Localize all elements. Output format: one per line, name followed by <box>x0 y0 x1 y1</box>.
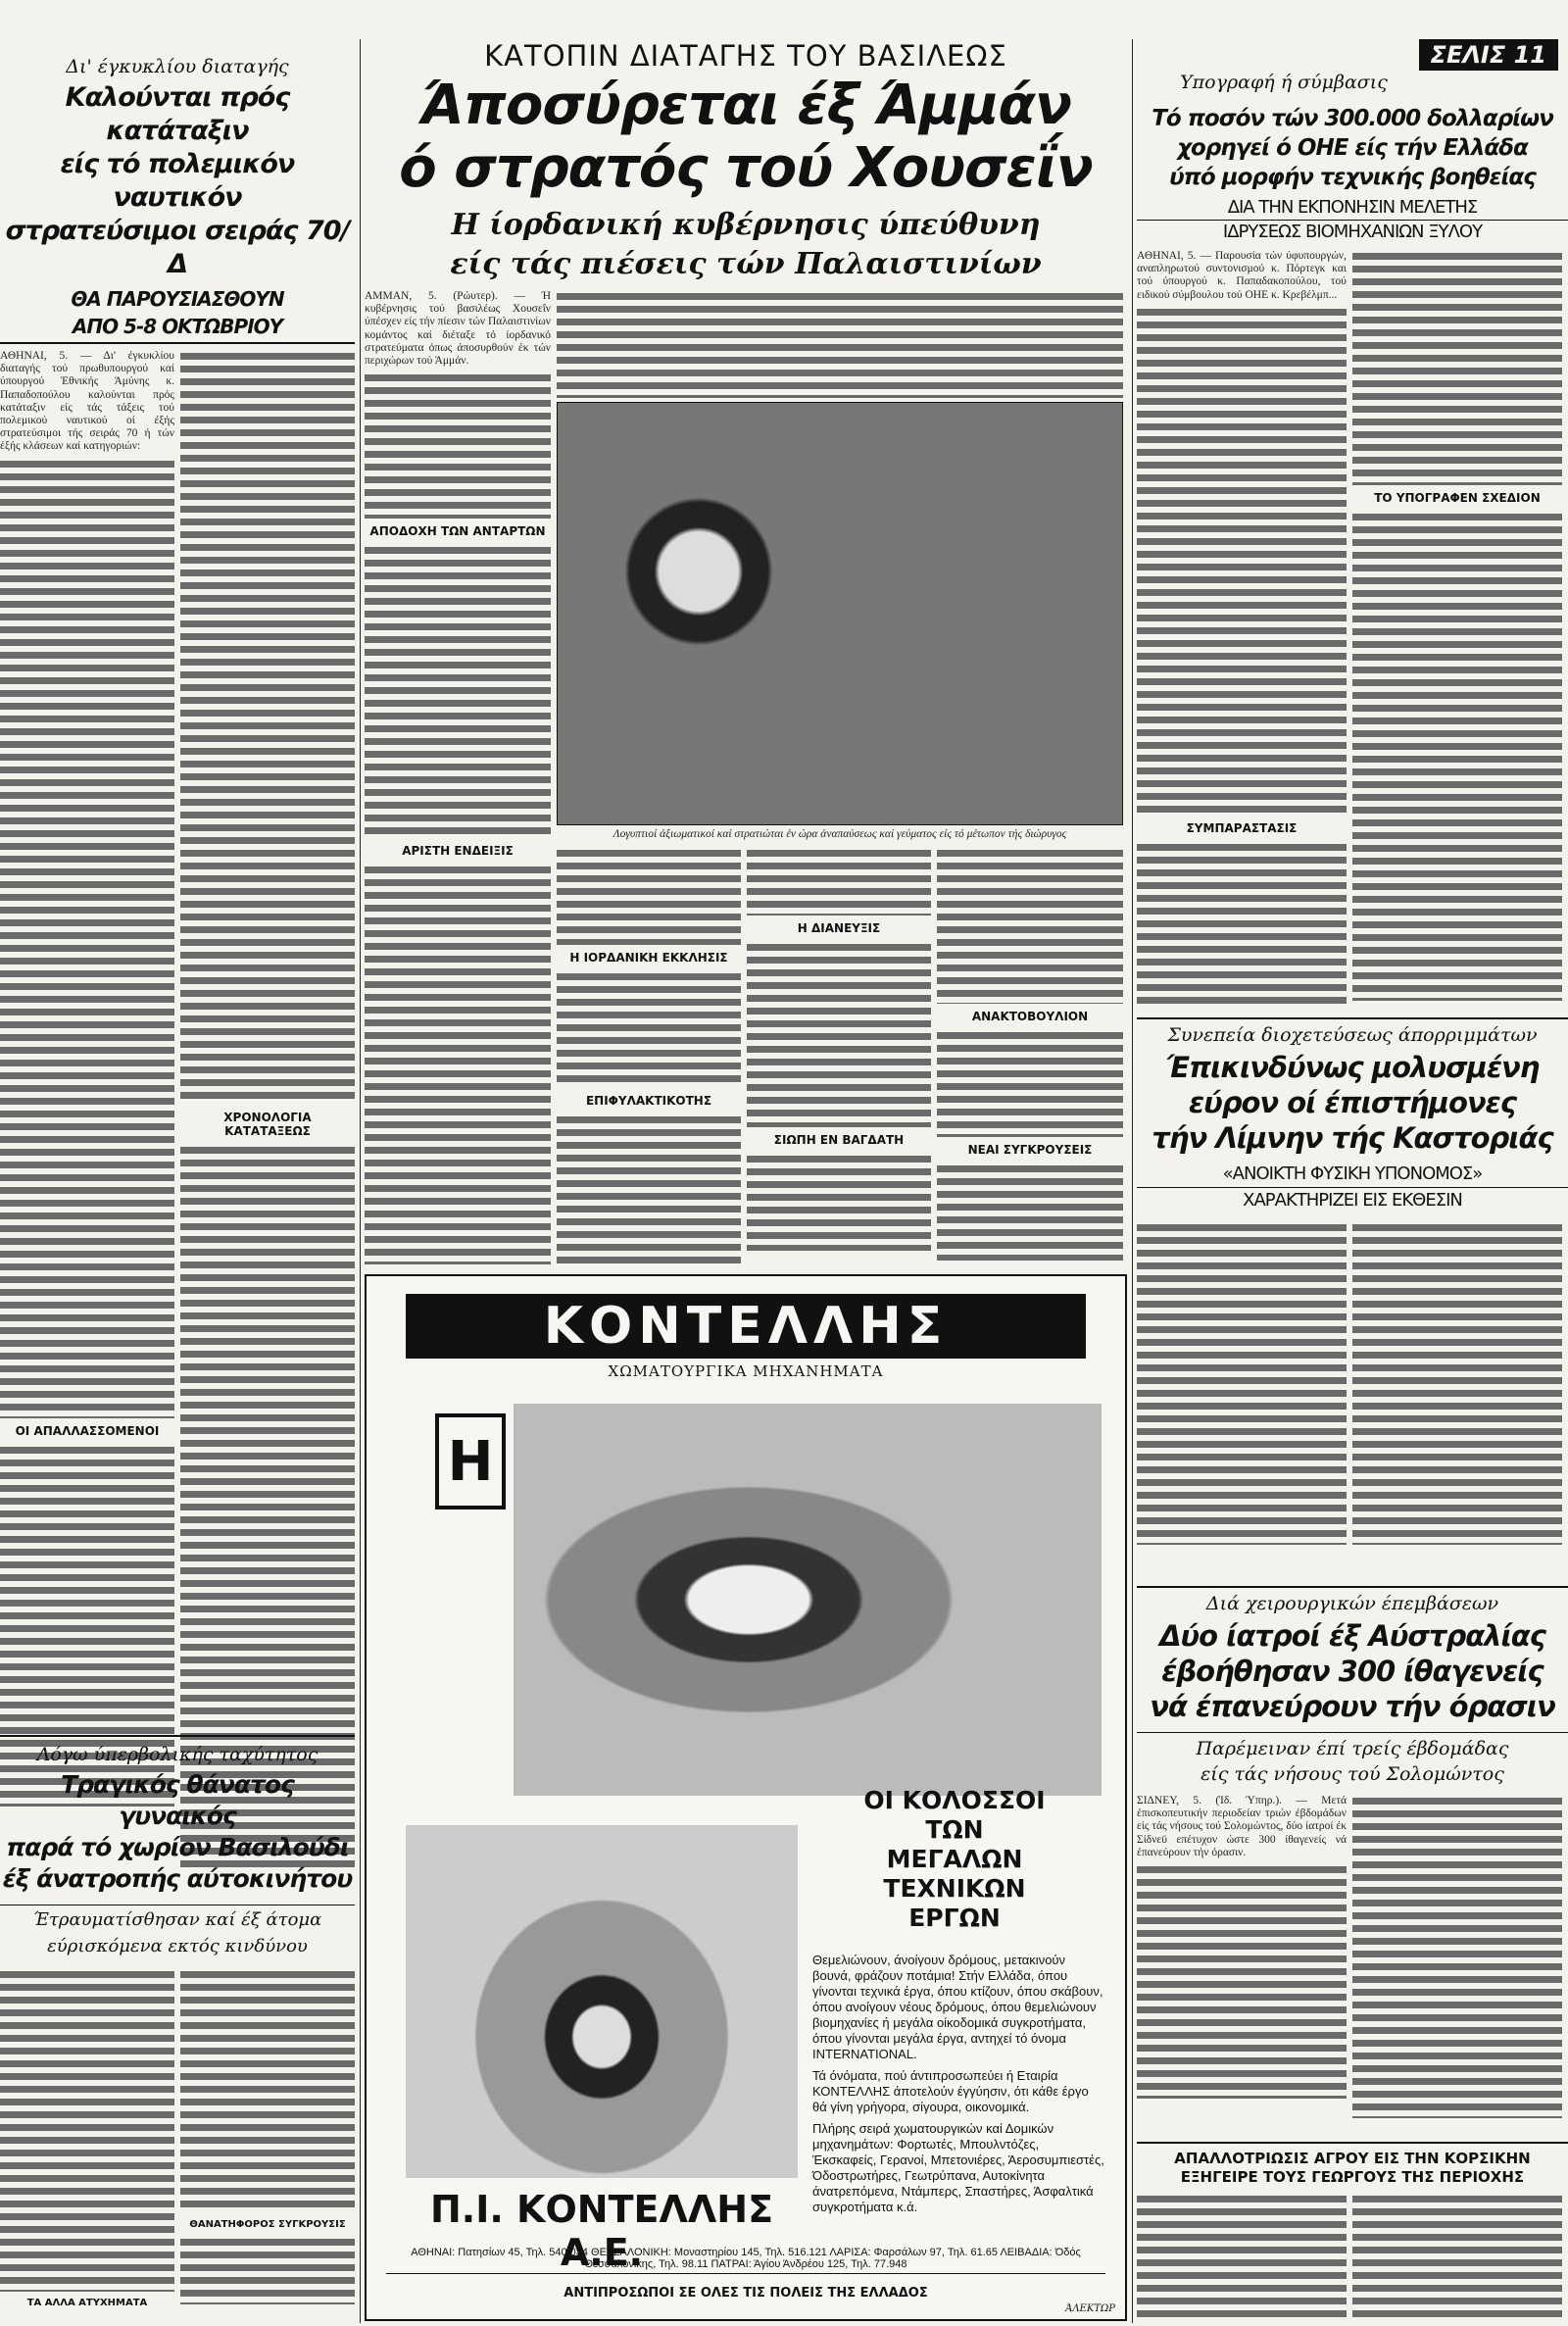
kastoria-headline-line-2: εύρον οί έπιστήμονες <box>1188 1085 1517 1119</box>
advert-footer: ΑΝΤΙΠΡΟΣΩΠΟΙ ΣΕ ΟΛΕΣ ΤΙΣ ΠΟΛΕΙΣ ΤΗΣ ΕΛΛΑΔΟΣ <box>564 2286 928 2301</box>
advert-tagline: ΧΩΜΑΤΟΥΡΓΙΚΑ ΜΗΧΑΝΗΜΑΤΑ <box>608 1362 884 1380</box>
main-photo-caption: Λογυπτιοί άξιωματικοί καί στρατιώται έν ώρα άναπαύσεως καί γεύματος είς τό μέτωπον τής διώρυγος <box>612 828 1067 840</box>
un-sub-line-1: ΔΙΑ ΤΗΝ ΕΚΠΟΝΗΣΙΝ ΜΕΛΕΤΗΣ <box>1137 196 1568 221</box>
advert-slogan-line-5: ΕΡΓΩΝ <box>908 1904 1001 1932</box>
main-body-text-1 <box>365 371 551 519</box>
main-top-text <box>557 290 1123 398</box>
left-lead: ΑΘΗΝΑΙ, 5. — Δι' έγκυκλίου διαταγής τού πρωθυπουργού καί ύπουργού Έθνικής Άμύνης κ. Παπαδοπούλου καλούνται πρός κατάταξιν είς τάς τάξεις τού πολεμικού ναυτικού οί έξής στρατεύσιμοι τής σειράς 70 ή τών έξής κλάσεων καί κατηγοριών: <box>0 349 174 453</box>
advert-machinery-photo <box>514 1404 1102 1796</box>
main-body-text-11 <box>937 1029 1123 1137</box>
australia-headline-line-3: νά έπανεύρουν τήν όρασιν <box>1150 1689 1555 1723</box>
advert-slogan-line-4: ΤΕΧΝΙΚΩΝ <box>883 1874 1026 1903</box>
left-body-text-3 <box>180 350 355 1105</box>
crash-bottom-label: ΤΑ ΑΛΛΑ ΑΤΥΧΗΜΑΤΑ <box>26 2297 148 2308</box>
crash-story <box>0 1735 355 2326</box>
australia-lead: ΣΙΔΝΕΥ, 5. (Ίδ. Ύπηρ.). — Μετά έπισκοπευτικήν περιοδείαν τριών έβδομάδων είς τάς νήσους τού Σολομώντος, δύο ίατροί έκ Σίδνεϋ επέτυχον ώστε 300 ίθαγενείς νά έπανεύρουν τήν όρασιν. <box>1137 1794 1347 1858</box>
advert-brand: ΚΟΝΤΕΛΛΗΣ <box>543 1297 949 1356</box>
advert-logo-h: Η <box>435 1413 506 1509</box>
australia-headline-line-2: έβοήθησαν 300 ίθαγενείς <box>1161 1654 1544 1688</box>
main-photo <box>557 402 1123 825</box>
main-label-7: ΝΕΑΙ ΣΥΓΚΡΟΥΣΕΙΣ <box>967 1143 1093 1158</box>
left-mid-label: ΧΡΟΝΟΛΟΓΙΑ ΚΑΤΑΤΑΞΕΩΣ <box>223 1110 312 1138</box>
main-deck <box>365 206 1127 284</box>
left-headline-line-2: είς τό πολεμικόν ναυτικόν <box>60 148 295 213</box>
corsica-body-text-2 <box>1352 2193 1562 2320</box>
un-label-1: ΤΟ ΥΠΟΓΡΑΦΕΝ ΣΧΕΔΙΟΝ <box>1374 491 1541 505</box>
un-headline-line-1: Τό ποσόν τών 300.000 δολλαρίων <box>1152 106 1553 131</box>
main-headline-line-2: ό στρατός τού Χουσεΐν <box>399 136 1093 200</box>
un-headline <box>1137 104 1568 192</box>
main-body-text-2 <box>365 544 551 838</box>
crash-body-text-3 <box>180 2236 355 2304</box>
un-body-text-4 <box>1352 511 1562 1001</box>
column-divider-1 <box>360 39 361 2323</box>
advert-body: Θεμελιώνουν, άνοίγουν δρόμους, μετακινούν βουνά, φράζουν ποτάμια! Στήν Ελλάδα, όπου γίνονται τεχνικά έργα, όπου κτίζουν, όπου σκάβουν, όπου ανοίγουν νέους δρόμους, όπου θεμελιώνουν βιομηχανίες ή μεγάλα οίκοδομικά συγκροτήματα, όπου γίνονται μεγάλα έργα, αντηχεί τό όνομα INTERNATIONAL. <box>812 1953 1103 2061</box>
crash-headline-line-2: παρά τό χωρίον Βασιλούδι <box>6 1832 349 1861</box>
advert-slogan <box>808 1786 1102 1933</box>
crash-deck-2: εύρισκόμενα εκτός κινδύνου <box>47 1935 308 1956</box>
main-kicker: ΚΑΤΟΠΙΝ ΔΙΑΤΑΓΗΣ ΤΟΥ ΒΑΣΙΛΕΩΣ <box>484 39 1007 73</box>
kastoria-body-text-2 <box>1352 1221 1562 1545</box>
main-headline <box>365 74 1127 200</box>
un-sub-line-2: ΙΔΡΥΣΕΩΣ ΒΙΟΜΗΧΑΝΙΩΝ ΞΥΛΟΥ <box>1222 222 1483 242</box>
left-sub-2: ΑΠΟ 5-8 ΟΚΤΩΒΡΙΟΥ <box>0 315 355 344</box>
left-headline-line-1: Καλούνται πρός κατάταξιν <box>65 81 290 146</box>
advert-slogan-line-3: ΜΕΓΑΛΩΝ <box>886 1845 1023 1873</box>
advert-body-block <box>812 1953 1106 2215</box>
un-kicker: Υπογραφή ή σύμβασις <box>1180 72 1388 93</box>
main-label-8: ΣΙΩΠΗ ΕΝ ΒΑΓΔΑΤΗ <box>773 1133 905 1148</box>
kastoria-headline <box>1137 1050 1568 1156</box>
australia-story <box>1137 1586 1568 2135</box>
main-label-4: ΕΠΙΦΥΛΑΚΤΙΚΟΤΗΣ <box>585 1094 712 1109</box>
kastoria-body-text-1 <box>1137 1221 1347 1545</box>
kastoria-headline-line-3: τήν Λίμνην τής Καστοριάς <box>1152 1120 1553 1155</box>
un-story <box>1137 104 1568 1074</box>
left-section-label: ΟΙ ΑΠΑΛΛΑΣΣΟΜΕΝΟΙ <box>15 1423 160 1438</box>
main-deck-line-2: είς τάς πιέσεις τών Παλαιστινίων <box>450 247 1042 281</box>
left-kicker: Δι' έγκυκλίου διαταγής <box>66 56 289 77</box>
main-label-2: ΑΡΙΣΤΗ ΕΝΔΕΙΞΙΣ <box>402 844 514 859</box>
main-lead: ΑΜΜΑΝ, 5. (Ρώυτερ). — Ή κυβέρνησις τού βασιλέως Χουσεΐν ύπέσχεν είς τήν πίεσιν τών Παλαιστινίων κομάντος καί διέταξε τό ίορδανικό στρατεύματα όπως άποσυρθούν έκ τών περιχώρων τού Άμμάν. <box>365 290 551 368</box>
main-story <box>365 39 1127 1264</box>
kastoria-headline-line-1: Έπικινδύνως μολυσμένη <box>1165 1050 1540 1084</box>
australia-headline <box>1137 1618 1568 1724</box>
australia-body-text-2 <box>1352 1795 1562 2118</box>
un-lead: ΑΘΗΝΑΙ, 5. — Παρουσία τών ύφυπουργών, αναπληρωτού συντονισμού κ. Πόρτεγκ και τού ύπουργού κ. Παπαδακοπούλου, τού ειδικού σύμβουλου τού ΟΗΕ κ. Κρεβέλμπ... <box>1137 250 1347 301</box>
main-label-1: ΑΠΟΔΟΧΗ ΤΩΝ ΑΝΤΑΡΤΩΝ <box>369 524 546 539</box>
main-body-text-6 <box>557 1114 741 1264</box>
australia-kicker: Διά χειρουργικών έπεμβάσεων <box>1205 1593 1499 1614</box>
main-label-6: ΑΝΑΚΤΟΒΟΥΛΙΟΝ <box>971 1010 1089 1024</box>
left-sub-1: ΘΑ ΠΑΡΟΥΣΙΑΣΘΟΥΝ <box>71 286 284 311</box>
advert-company: Π.Ι. ΚΟΝΤΕΛΛΗΣ Α.Ε. <box>429 2188 774 2274</box>
un-sub <box>1137 196 1568 244</box>
left-body-text-1 <box>0 458 174 1418</box>
kastoria-sub <box>1137 1162 1568 1213</box>
kastoria-story <box>1137 1017 1568 1576</box>
main-body-text-10 <box>937 847 1123 1004</box>
left-headline <box>0 81 355 281</box>
crash-body-text-2 <box>180 1968 355 2213</box>
kontellis-advert <box>365 1274 1127 2321</box>
page-number-logo: ΣΕΛΙΣ 11 <box>1419 39 1558 71</box>
australia-deck-line-1: Παρέμειναν έπί τρείς έβδομάδας <box>1137 1732 1568 1761</box>
advert-products: Πλήρης σειρά χωματουργικών καί Δομικών μηχανημάτων: Φορτωτές, Μπουλντόζες, Έκσκαφείς, Γερανοί, Μπετονιέρες, Άεροσυμπιεστές, Όδοστρωτήρες, Γεωτρύπανα, Αυτοκίνητα άνατρεπόμενα, Ντάμπερς, Σπαστήρες, Άσφαλτικά συγκροτήματα κ.ά. <box>812 2121 1104 2214</box>
un-headline-line-3: ύπό μορφήν τεχνικής βοηθείας <box>1169 165 1536 190</box>
un-body-text-1 <box>1137 306 1347 816</box>
kastoria-sub-line-1: «ΑΝΟΙΚΤΗ ΦΥΣΙΚΗ ΥΠΟΝΟΜΟΣ» <box>1137 1162 1568 1188</box>
main-body-text-5 <box>557 970 741 1088</box>
kastoria-kicker: Συνεπεία διοχετεύσεως άπορριμμάτων <box>1167 1024 1538 1046</box>
advert-agency: ΆΛΕΚΤΩΡ <box>1065 2303 1115 2314</box>
un-body-text-3 <box>1352 250 1562 485</box>
crash-deck: Έτραυματίσθησαν καί έξ άτομα <box>0 1905 355 1930</box>
crash-headline-line-3: έξ άνατροπής αύτοκινήτου <box>2 1863 353 1893</box>
corsica-headline-line-1: ΑΠΑΛΛΟΤΡΙΩΣΙΣ ΑΓΡΟΥ ΕΙΣ ΤΗΝ ΚΟΡΣΙΚΗΝ <box>1174 2150 1531 2167</box>
crash-section-label: ΘΑΝΑΤΗΦΟΡΟΣ ΣΥΓΚΡΟΥΣΙΣ <box>189 2218 346 2230</box>
main-body-text-9 <box>747 1153 931 1251</box>
column-divider-2 <box>1132 39 1133 2323</box>
main-body-text-3 <box>365 864 551 1264</box>
left-headline-line-3: στρατεύσιμοι σειράς 70/Δ <box>5 215 350 279</box>
australia-deck-line-2: είς τάς νήσους τού Σολομώντος <box>1200 1762 1504 1785</box>
kastoria-sub-line-2: ΧΑΡΑΚΤΗΡΙΖΕΙ ΕΙΣ ΕΚΘΕΣΙΝ <box>1243 1189 1462 1211</box>
advert-slogan-line-1: ΟΙ ΚΟΛΟΣΣΟΙ <box>863 1786 1046 1814</box>
corsica-story <box>1137 2142 1568 2326</box>
main-label-5: Η ΔΙΑΝΕΥΞΙΣ <box>797 921 881 936</box>
un-body-text-2 <box>1137 841 1347 1008</box>
corsica-headline-line-2: ΕΞΗΓΕΙΡΕ ΤΟΥΣ ΓΕΩΡΓΟΥΣ ΤΗΣ ΠΕΡΙΟΧΗΣ <box>1180 2168 1525 2186</box>
crash-headline <box>0 1769 355 1895</box>
advert-bulldozer-photo <box>406 1825 798 2178</box>
corsica-body-text-1 <box>1137 2193 1347 2320</box>
main-body-text-12 <box>937 1163 1123 1261</box>
australia-body-text-1 <box>1137 1863 1347 2099</box>
main-body-text-8 <box>747 941 931 1127</box>
advert-slogan-line-2: ΤΩΝ <box>925 1815 984 1844</box>
crash-kicker: Λόγω ύπερβολικής ταχύτητος <box>36 1744 318 1765</box>
advert-body-2: Τά όνόματα, πού άντιπροσωπεύει ή Εταιρία ΚΟΝΤΕΛΛΗΣ άποτελούν έγγύησιν, ότι κάθε έργο θά γίνη γρήγορα, σίγουρα, οικονομικά. <box>812 2068 1089 2114</box>
un-headline-line-2: χορηγεί ό ΟΗΕ είς τήν Ελλάδα <box>1177 135 1528 161</box>
main-body-text-4 <box>557 847 741 945</box>
australia-deck <box>1137 1732 1568 1787</box>
corsica-headline <box>1137 2150 1568 2187</box>
un-label-2: ΣΥΜΠΑΡΑΣΤΑΣΙΣ <box>1186 820 1298 835</box>
australia-headline-line-1: Δύο ίατροί έξ Αύστραλίας <box>1159 1618 1545 1653</box>
crash-headline-line-1: Τραγικός θάνατος γυναικός <box>61 1769 294 1830</box>
crash-body-text-1 <box>0 1968 174 2292</box>
main-headline-line-1: Άποσύρεται έξ Άμμάν <box>419 74 1072 137</box>
main-body-text-7 <box>747 847 931 916</box>
advert-addresses: ΑΘΗΝΑΙ: Πατησίων 45, Τηλ. 540.034 ΘΕΣΣΑΛΟΝΙΚΗ: Μοναστηρίου 145, Τηλ. 516.121 ΛΑΡΙΣΑ: Φαρσάλων 97, Τηλ. 61.65 ΛΕΙΒΑΔΙΑ: Όδός Θεσσαλονίκης, Τηλ. 98.11 ΠΑΤΡΑΙ: Άγίου Άνδρέου 125, Τηλ. 77.948 <box>386 2247 1105 2274</box>
main-label-3: Η ΙΟΡΔΑΝΙΚΗ ΕΚΚΛΗΣΙΣ <box>569 951 728 965</box>
advert-banner <box>406 1294 1086 1359</box>
main-deck-line-1: Η ίορδανική κυβέρνησις ύπεύθυνη <box>451 208 1041 242</box>
